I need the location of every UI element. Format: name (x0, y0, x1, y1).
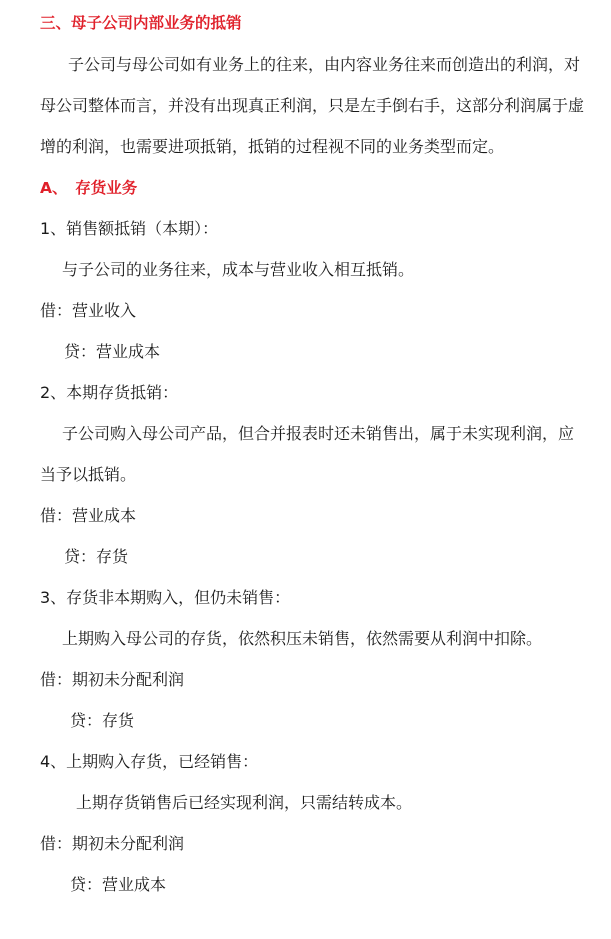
debit-entry: 借：期初未分配利润 (40, 834, 185, 853)
credit-entry: 贷：存货 (64, 547, 129, 566)
intro-line: 增的利润，也需要进项抵销，抵销的过程视不同的业务类型而定。 (40, 137, 505, 156)
credit-entry: 贷：营业成本 (70, 875, 167, 894)
item-title: 4、上期购入存货，已经销售： (40, 752, 259, 771)
debit-entry: 借：营业成本 (40, 506, 137, 525)
intro-line: 子公司与母公司如有业务上的往来，由内容业务往来而创造出的利润，对 (68, 55, 581, 74)
subsection-heading: A、 存货业务 (40, 179, 138, 197)
item-title: 3、存货非本期购入，但仍未销售： (40, 588, 291, 607)
debit-entry: 借：营业收入 (40, 301, 137, 320)
credit-entry: 贷：营业成本 (64, 342, 161, 361)
item-description: 上期购入母公司的存货，依然积压未销售，依然需要从利润中扣除。 (62, 629, 543, 648)
item-title: 2、本期存货抵销： (40, 383, 179, 402)
debit-entry: 借：期初未分配利润 (40, 670, 185, 689)
credit-entry: 贷：存货 (70, 711, 135, 730)
item-title: 1、销售额抵销（本期）： (40, 219, 219, 238)
item-description: 上期存货销售后已经实现利润，只需结转成本。 (76, 793, 413, 812)
item-description: 与子公司的业务往来，成本与营业收入相互抵销。 (62, 260, 415, 279)
item-description: 子公司购入母公司产品，但合并报表时还未销售出，属于未实现利润，应 (62, 424, 575, 443)
section-heading: 三、母子公司内部业务的抵销 (40, 14, 242, 32)
intro-line: 母公司整体而言，并没有出现真正利润，只是左手倒右手，这部分利润属于虚 (40, 96, 585, 115)
item-description: 当予以抵销。 (40, 465, 137, 484)
